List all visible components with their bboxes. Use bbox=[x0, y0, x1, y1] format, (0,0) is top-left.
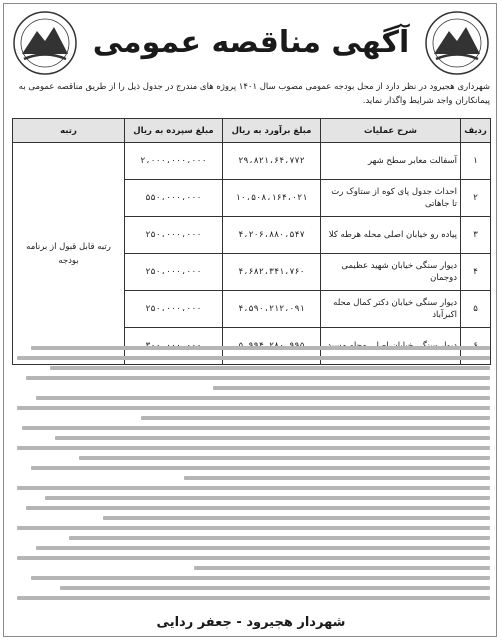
row-number: ۳ bbox=[461, 217, 491, 254]
intro-paragraph: شهرداری هجیرود در نظر دارد از محل بودجه عمومی مصوب سال ۱۴۰۱ پروژه های مندرج در جدول ذیل را از طریق مناقصه عمومی به پیمانکاران واجد شرایط واگذار نماید. bbox=[18, 82, 490, 106]
deposit-amount: ۲۵۰،۰۰۰،۰۰۰ bbox=[125, 217, 223, 254]
notice-title: آگهی مناقصه عمومی bbox=[92, 25, 410, 60]
work-description: پیاده رو خیابان اصلی محله هرطه کلا bbox=[321, 217, 461, 254]
work-description: احداث جدول پای کوه از ستاوک رت تا جاهاتی bbox=[321, 180, 461, 217]
table-header-row bbox=[13, 119, 491, 143]
estimated-cost: ۴،۶۸۲،۳۴۱،۷۶۰ bbox=[223, 254, 321, 291]
header-deposit-amount: مبلغ سپرده به ریال bbox=[125, 119, 223, 143]
estimated-cost: ۲۹،۸۲۱،۶۴،۷۷۲ bbox=[223, 143, 321, 180]
deposit-amount: ۵۵۰،۰۰۰،۰۰۰ bbox=[125, 180, 223, 217]
signature-line: شهردار هجیرود - جعفر ردایی bbox=[156, 615, 346, 630]
deposit-amount: ۲۵۰،۰۰۰،۰۰۰ bbox=[125, 291, 223, 328]
deposit-amount: ۲،۰۰۰،۰۰۰،۰۰۰ bbox=[125, 143, 223, 180]
projects-table bbox=[12, 118, 491, 365]
row-number: ۲ bbox=[461, 180, 491, 217]
row-number: ۱ bbox=[461, 143, 491, 180]
tender-conditions bbox=[12, 346, 490, 610]
estimated-cost: ۴،۵۹۰،۲۱۲،۰۹۱ bbox=[223, 291, 321, 328]
work-description: دیوار سنگی خیابان شهید عظیمی دوجمان bbox=[321, 254, 461, 291]
header-rank: رتبه bbox=[13, 119, 125, 143]
header-row-number: ردیف bbox=[461, 119, 491, 143]
municipality-logo-left bbox=[10, 10, 80, 76]
header-estimated-cost: مبلغ برآورد به ریال bbox=[223, 119, 321, 143]
deposit-amount: ۲۵۰،۰۰۰،۰۰۰ bbox=[125, 254, 223, 291]
row-number: ۴ bbox=[461, 254, 491, 291]
work-description: دیوار سنگی خیابان دکتر کمال محله اکبرآباد bbox=[321, 291, 461, 328]
work-description: آسفالت معابر سطح شهر bbox=[321, 143, 461, 180]
rank-requirement: رتبه قابل قبول از برنامه بودجه bbox=[13, 143, 125, 365]
estimated-cost: ۱۰،۵۰۸،۱۶۴،۰۲۱ bbox=[223, 180, 321, 217]
header-work-description: شرح عملیات bbox=[321, 119, 461, 143]
municipality-logo-right bbox=[422, 10, 492, 76]
table-row bbox=[13, 143, 491, 180]
estimated-cost: ۴،۲۰۶،۸۸۰،۵۴۷ bbox=[223, 217, 321, 254]
row-number: ۵ bbox=[461, 291, 491, 328]
